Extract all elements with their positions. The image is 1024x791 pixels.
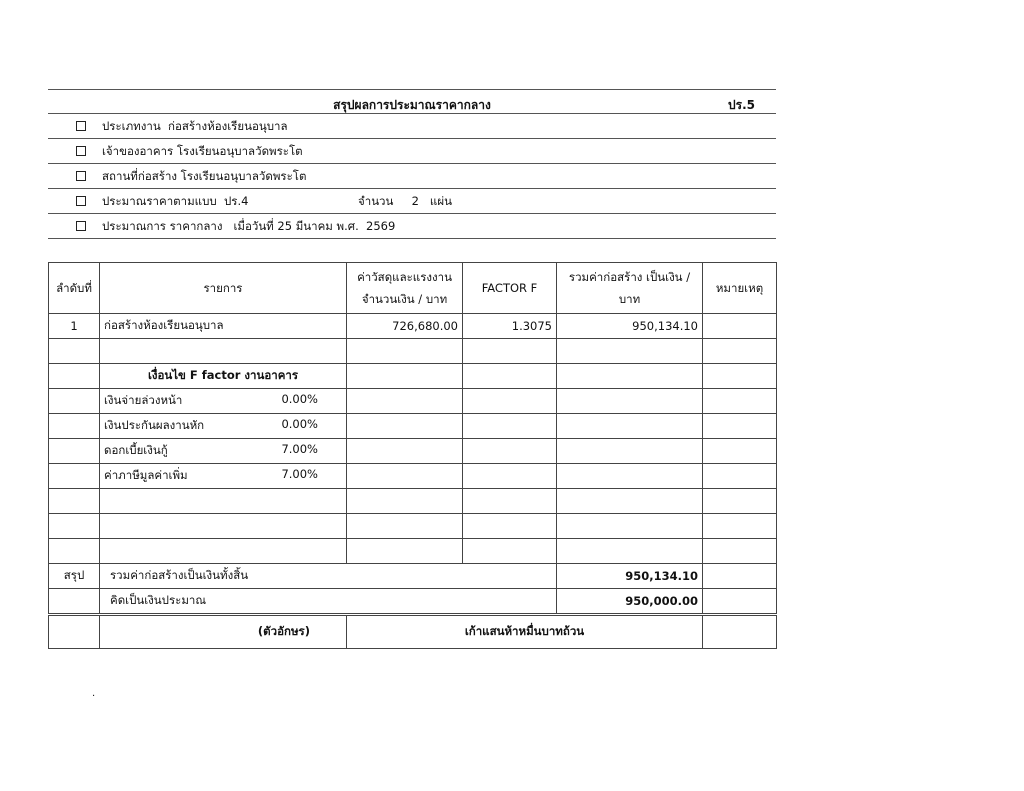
table-header-row xyxy=(49,263,777,314)
document-title: สรุปผลการประมาณราคากลาง xyxy=(333,98,491,112)
condition-label: เงินประกันผลงานหัก xyxy=(104,418,205,432)
divider xyxy=(48,238,776,239)
condition-label: ดอกเบี้ยเงินกู้ xyxy=(104,443,168,457)
info-text: เจ้าของอาคาร โรงเรียนอนุบาลวัดพระโต xyxy=(102,144,303,158)
divider xyxy=(48,188,776,189)
condition-cell xyxy=(100,414,347,439)
condition-cell xyxy=(100,389,347,414)
header-note: หมายเหตุ xyxy=(703,263,777,314)
condition-label: เงินจ่ายล่วงหน้า xyxy=(104,393,183,407)
divider xyxy=(48,213,776,214)
divider xyxy=(48,163,776,164)
in-words-label: (ตัวอักษร) xyxy=(100,615,347,649)
table-row-empty xyxy=(49,489,777,514)
top-rule xyxy=(48,89,776,90)
checkbox[interactable] xyxy=(76,221,86,231)
checkbox[interactable] xyxy=(76,121,86,131)
checkbox[interactable] xyxy=(76,146,86,156)
table-row xyxy=(49,414,777,439)
row-total: 950,134.10 xyxy=(557,314,703,339)
table-row xyxy=(49,314,777,339)
rounded-label: คิดเป็นเงินประมาณ xyxy=(100,589,557,615)
info-text: ประเภทงาน ก่อสร้างห้องเรียนอนุบาล xyxy=(102,119,288,133)
condition-value: 0.00% xyxy=(281,417,318,431)
form-number: ปร.5 xyxy=(728,98,755,112)
condition-cell xyxy=(100,439,347,464)
divider xyxy=(48,138,776,139)
condition-value: 7.00% xyxy=(281,467,318,481)
summary-row xyxy=(49,564,777,589)
info-text: ประมาณราคาตามแบบ ปร.4 xyxy=(102,194,249,208)
rounded-row xyxy=(49,589,777,615)
header-total xyxy=(557,263,703,314)
header-no: ลำดับที่ xyxy=(49,263,100,314)
row-cost: 726,680.00 xyxy=(347,314,463,339)
table-row xyxy=(49,439,777,464)
summary-total-value: 950,134.10 xyxy=(557,564,703,589)
info-text: ประมาณการ ราคากลาง เมื่อวันที่ 25 มีนาคม พ.ศ. 2569 xyxy=(102,219,396,233)
table-row xyxy=(49,389,777,414)
table-row xyxy=(49,464,777,489)
table-row-empty xyxy=(49,514,777,539)
sheet-count: จำนวน 2 แผ่น xyxy=(358,194,452,208)
header-cost-line2: จำนวนเงิน / บาท xyxy=(361,292,448,306)
footer-mark: . xyxy=(92,688,96,699)
table-row xyxy=(49,364,777,389)
condition-cell xyxy=(100,464,347,489)
divider xyxy=(48,113,776,114)
row-item: ก่อสร้างห้องเรียนอนุบาล xyxy=(100,314,347,339)
info-text: สถานที่ก่อสร้าง โรงเรียนอนุบาลวัดพระโต xyxy=(102,169,307,183)
conditions-title: เงื่อนไข F factor งานอาคาร xyxy=(100,364,347,389)
price-summary-table xyxy=(48,262,777,649)
summary-label: สรุป xyxy=(49,564,100,589)
table-row-empty xyxy=(49,539,777,564)
condition-label: ค่าภาษีมูลค่าเพิ่ม xyxy=(104,468,188,482)
in-words-row xyxy=(49,615,777,649)
header-factor: FACTOR F xyxy=(463,263,557,314)
header-cost xyxy=(347,263,463,314)
rounded-value: 950,000.00 xyxy=(557,589,703,615)
row-no: 1 xyxy=(49,314,100,339)
header-cost-line1: ค่าวัสดุและแรงงาน xyxy=(357,270,452,284)
checkbox[interactable] xyxy=(76,196,86,206)
header-item: รายการ xyxy=(100,263,347,314)
header-total-line2: บาท xyxy=(618,292,641,306)
header-total-line1: รวมค่าก่อสร้าง เป็นเงิน / xyxy=(568,270,691,284)
row-note xyxy=(703,314,777,339)
in-words-value: เก้าแสนห้าหมื่นบาทถ้วน xyxy=(347,615,703,649)
table-row-empty xyxy=(49,339,777,364)
summary-total-label: รวมค่าก่อสร้างเป็นเงินทั้งสิ้น xyxy=(100,564,557,589)
condition-value: 0.00% xyxy=(281,392,318,406)
condition-value: 7.00% xyxy=(281,442,318,456)
row-factor: 1.3075 xyxy=(463,314,557,339)
checkbox[interactable] xyxy=(76,171,86,181)
